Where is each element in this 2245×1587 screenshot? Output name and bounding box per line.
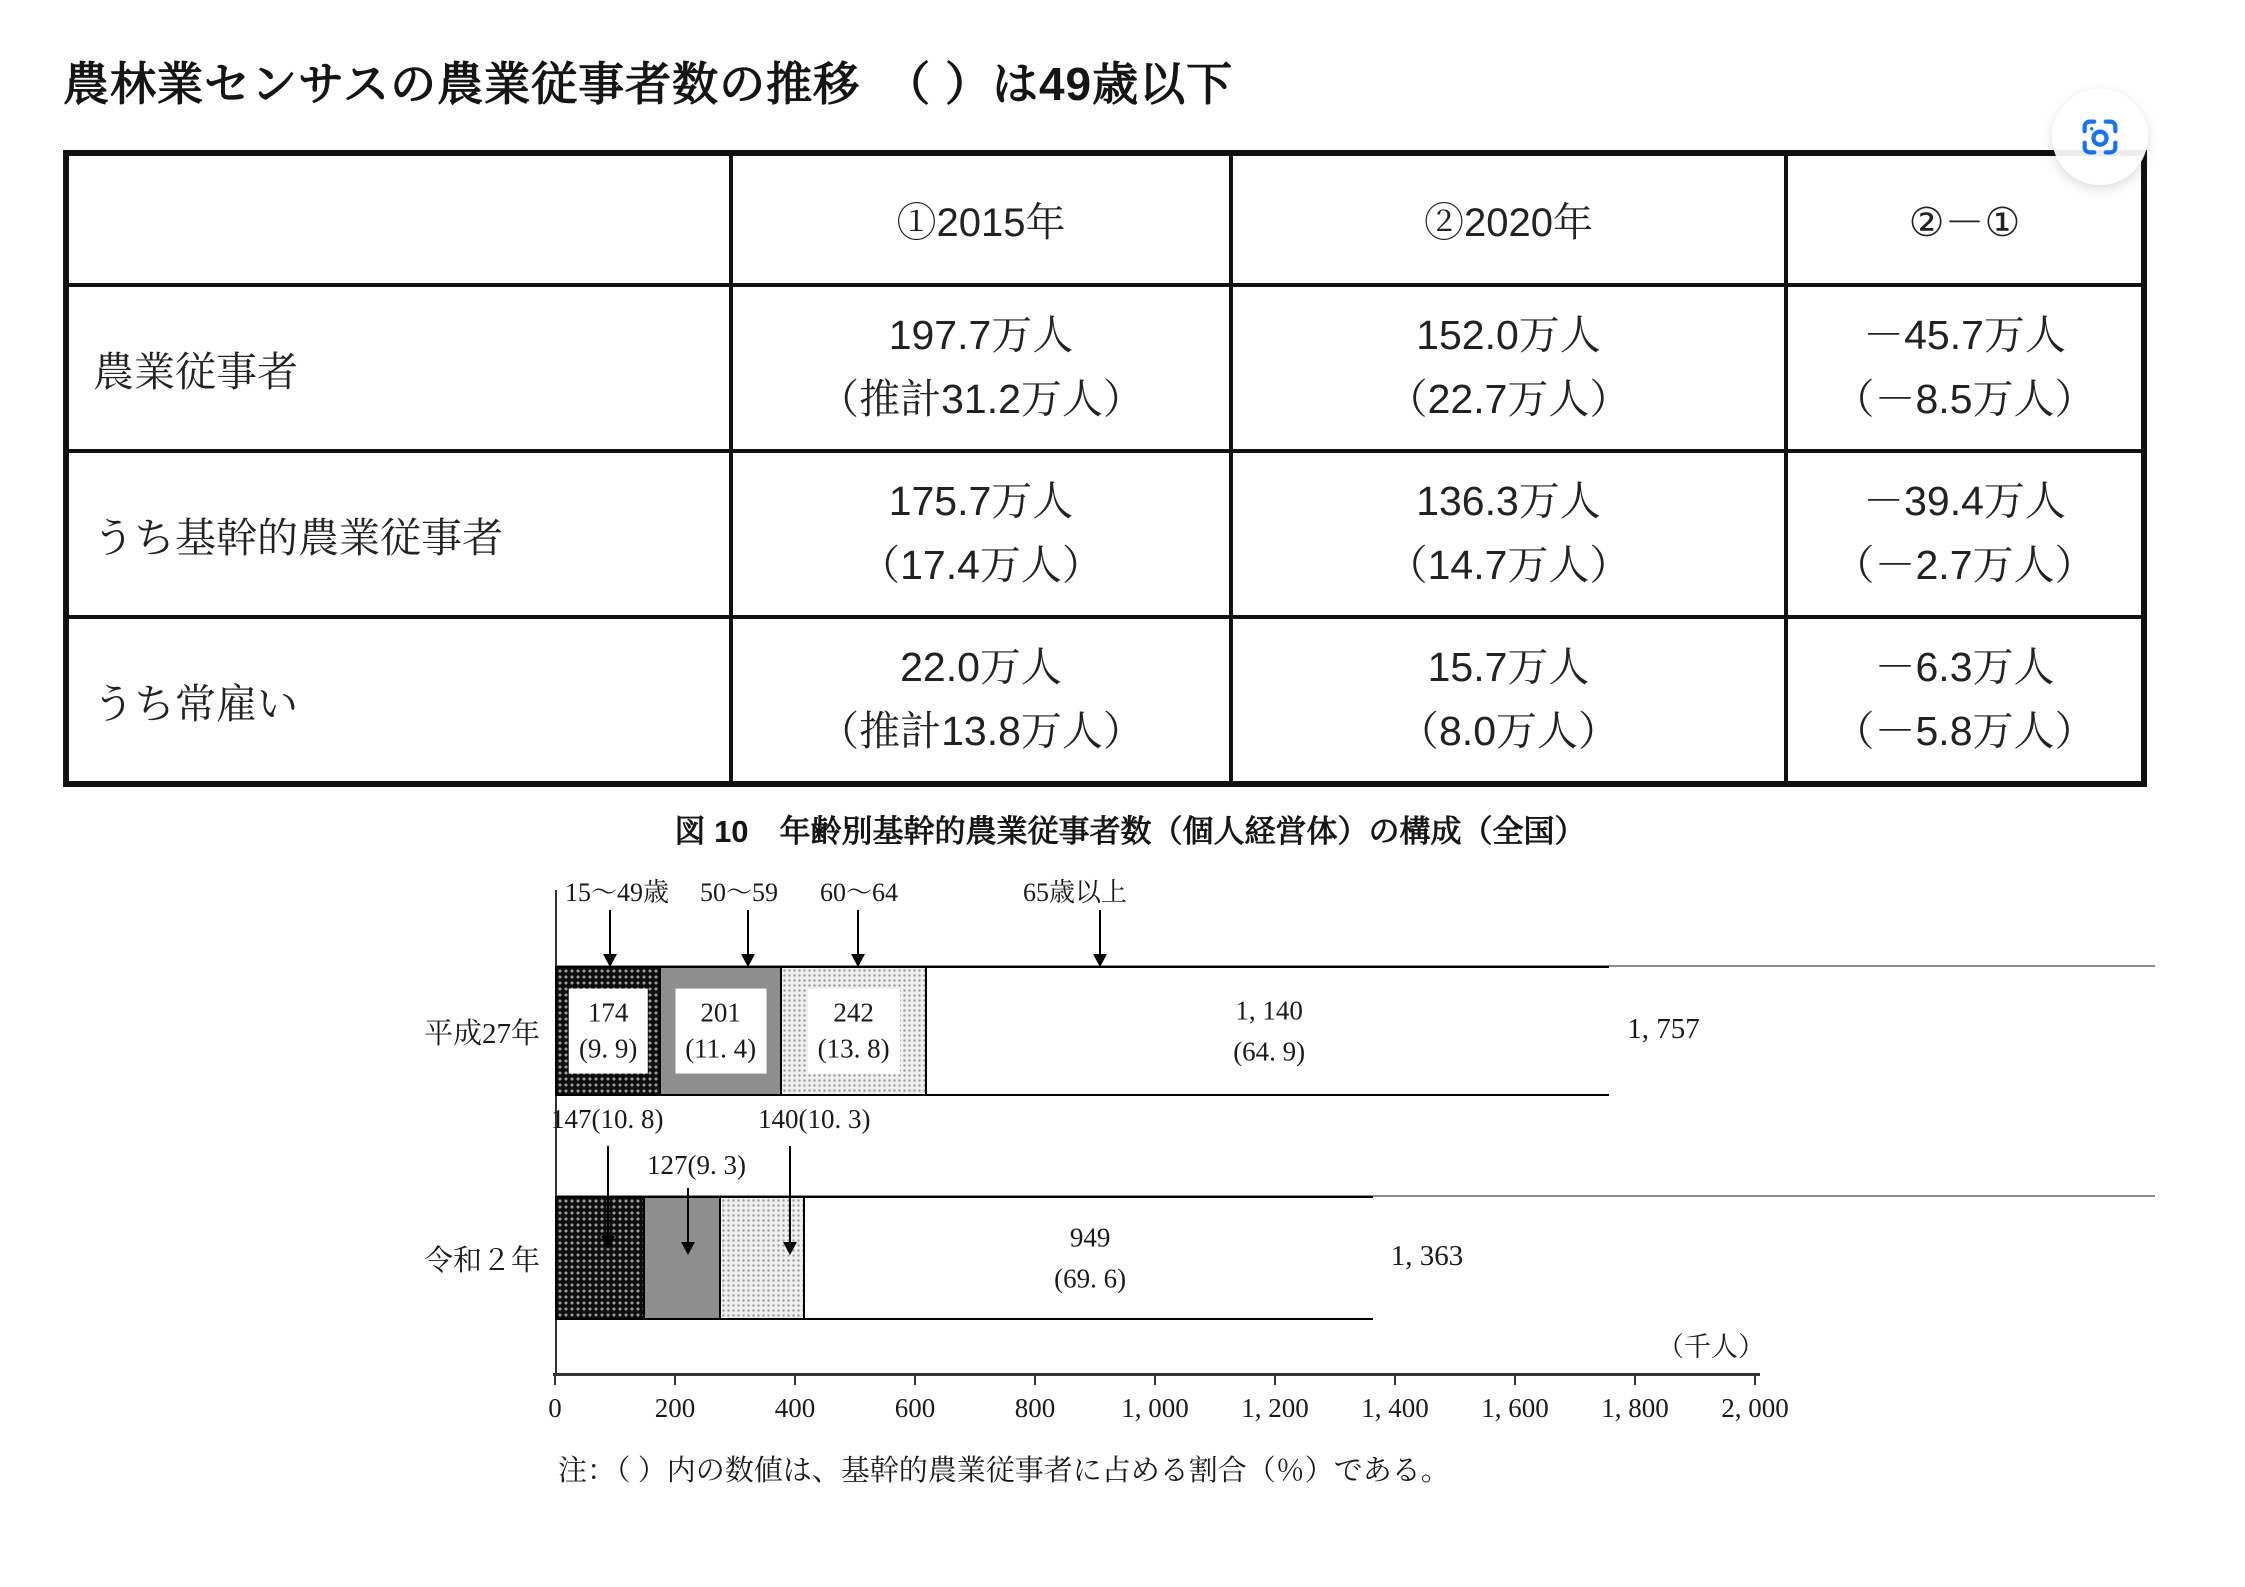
group-arrow-line [857, 910, 859, 954]
x-axis-tick [794, 1373, 796, 1385]
x-tick-label: 1, 400 [1361, 1393, 1429, 1423]
table-header-row [66, 153, 2144, 285]
group-arrow-line [747, 910, 749, 954]
page-title: 農林業センサスの農業従事者数の推移 （ ）は49歳以下 [63, 58, 1234, 110]
bar-segment-60～64 [782, 968, 927, 1094]
segment-value-label: 242 (13. 8) [808, 989, 900, 1074]
table-row [66, 451, 2144, 617]
x-axis-tick [1394, 1373, 1396, 1385]
age-group-label: 60～64 [820, 878, 899, 907]
callout-arrow-head [681, 1242, 695, 1255]
cell-subvalue: （推計13.8万人） [818, 708, 1144, 754]
group-arrow-head [741, 954, 755, 967]
cell-subvalue: （－8.5万人） [1833, 376, 2096, 422]
cell-diff [1786, 617, 2144, 784]
x-axis-tick [1154, 1373, 1156, 1385]
header-2020: ②2020年 [1231, 153, 1786, 285]
category-label: 令和２年 [423, 1245, 540, 1277]
row-label: うち常雇い [66, 617, 731, 784]
callout-line [607, 1146, 609, 1236]
group-arrow-head [851, 954, 865, 967]
x-axis-tick [1514, 1373, 1516, 1385]
segment-value-label: 1, 140 (64. 9) [1233, 995, 1306, 1066]
x-axis-tick [674, 1373, 676, 1385]
camera-scan-icon [2077, 114, 2123, 160]
x-tick-label: 1, 000 [1121, 1393, 1189, 1423]
cell-value: －45.7万人 [1863, 312, 2066, 359]
callout-arrow-head [783, 1242, 797, 1255]
segment-callout-label: 147(10. 8) [551, 1104, 664, 1134]
callout-arrow-head [601, 1236, 615, 1249]
cell-value: 152.0万人 [1416, 312, 1601, 359]
cell-value: －39.4万人 [1863, 478, 2066, 525]
x-tick-label: 1, 800 [1601, 1393, 1669, 1423]
cell-value: 197.7万人 [888, 312, 1074, 359]
cell-subvalue: （17.4万人） [859, 542, 1103, 588]
x-axis-tick [1274, 1373, 1276, 1385]
cell-value: 15.7万人 [1427, 644, 1590, 691]
x-tick-label: 600 [894, 1393, 936, 1423]
x-tick-label: 2, 000 [1721, 1393, 1789, 1423]
cell-value: －6.3万人 [1874, 644, 2055, 691]
x-axis-tick [1634, 1373, 1636, 1385]
callout-line [687, 1188, 689, 1242]
cell-subvalue: （22.7万人） [1386, 376, 1631, 422]
cell-2015 [731, 285, 1231, 451]
segment-value-label: 949 (69. 6) [1054, 1222, 1127, 1293]
cell-subvalue: （14.7万人） [1386, 542, 1631, 588]
group-arrow-head [1093, 954, 1107, 967]
header-diff: ②－① [1786, 153, 2144, 285]
cell-2020 [1231, 285, 1786, 451]
age-group-label: 65歳以上 [1023, 878, 1128, 907]
segment-callout-label: 127(9. 3) [647, 1150, 746, 1180]
x-axis-line [553, 1373, 1760, 1376]
segment-value-label: 174 (9. 9) [569, 989, 647, 1074]
x-tick-label: 1, 600 [1481, 1393, 1549, 1423]
bar-segment-65歳以上 [805, 1198, 1374, 1318]
x-tick-label: 200 [654, 1393, 696, 1423]
image-search-button[interactable] [2052, 89, 2148, 185]
row-label: うち基幹的農業従事者 [66, 451, 731, 617]
bar-segment-60～64 [721, 1198, 805, 1318]
bar-segment-50～59 [645, 1198, 721, 1318]
bar-total-label: 1, 757 [1627, 1013, 1700, 1045]
cell-subvalue: （－2.7万人） [1833, 542, 2096, 588]
axis-unit-label: （千人） [1657, 1332, 1765, 1362]
census-table [63, 150, 2147, 787]
cell-2020 [1231, 451, 1786, 617]
cell-subvalue: （推計31.2万人） [818, 376, 1144, 422]
x-tick-label: 0 [548, 1393, 562, 1423]
x-tick-label: 800 [1014, 1393, 1056, 1423]
category-label: 平成27年 [423, 1018, 540, 1050]
cell-2015 [731, 617, 1231, 784]
bar-segment-15～49歳 [557, 1198, 645, 1318]
cell-value: 136.3万人 [1416, 478, 1601, 525]
age-chart [423, 870, 2215, 1430]
stacked-bar [555, 1196, 1373, 1320]
table-row [66, 285, 2144, 451]
bar-segment-50～59 [661, 968, 782, 1094]
stacked-bar [555, 966, 1609, 1096]
x-axis-tick [1034, 1373, 1036, 1385]
group-arrow-line [609, 910, 611, 954]
chart-title: 図 10 年齢別基幹的農業従事者数（個人経営体）の構成（全国） [674, 814, 1586, 849]
bar-total-label: 1, 363 [1390, 1240, 1464, 1272]
cell-diff [1786, 285, 2144, 451]
x-axis-tick [914, 1373, 916, 1385]
group-arrow-head [603, 954, 617, 967]
cell-subvalue: （－5.8万人） [1833, 708, 2096, 754]
chart-note: 注：（ ）内の数値は、基幹的農業従事者に占める割合（％）である。 [558, 1455, 1450, 1487]
header-2015: ①2015年 [731, 153, 1231, 285]
segment-callout-label: 140(10. 3) [758, 1104, 871, 1134]
group-arrow-line [1099, 910, 1101, 954]
age-group-label: 50～59 [700, 878, 779, 907]
header-empty-cell [66, 153, 731, 285]
segment-value-label: 201 (11. 4) [675, 989, 766, 1074]
cell-2015 [731, 451, 1231, 617]
bar-segment-65歳以上 [927, 968, 1611, 1094]
bar-segment-15～49歳 [557, 968, 661, 1094]
cell-subvalue: （8.0万人） [1398, 708, 1619, 754]
row-label: 農業従事者 [66, 285, 731, 451]
x-tick-label: 400 [774, 1393, 816, 1423]
cell-diff [1786, 451, 2144, 617]
x-tick-label: 1, 200 [1241, 1393, 1309, 1423]
x-axis-tick [554, 1373, 556, 1385]
x-axis-tick [1754, 1373, 1756, 1385]
age-group-label: 15～49歳 [565, 878, 670, 907]
cell-value: 175.7万人 [888, 478, 1074, 525]
callout-line [789, 1146, 791, 1242]
cell-2020 [1231, 617, 1786, 784]
table-row [66, 617, 2144, 784]
cell-value: 22.0万人 [900, 644, 1062, 691]
